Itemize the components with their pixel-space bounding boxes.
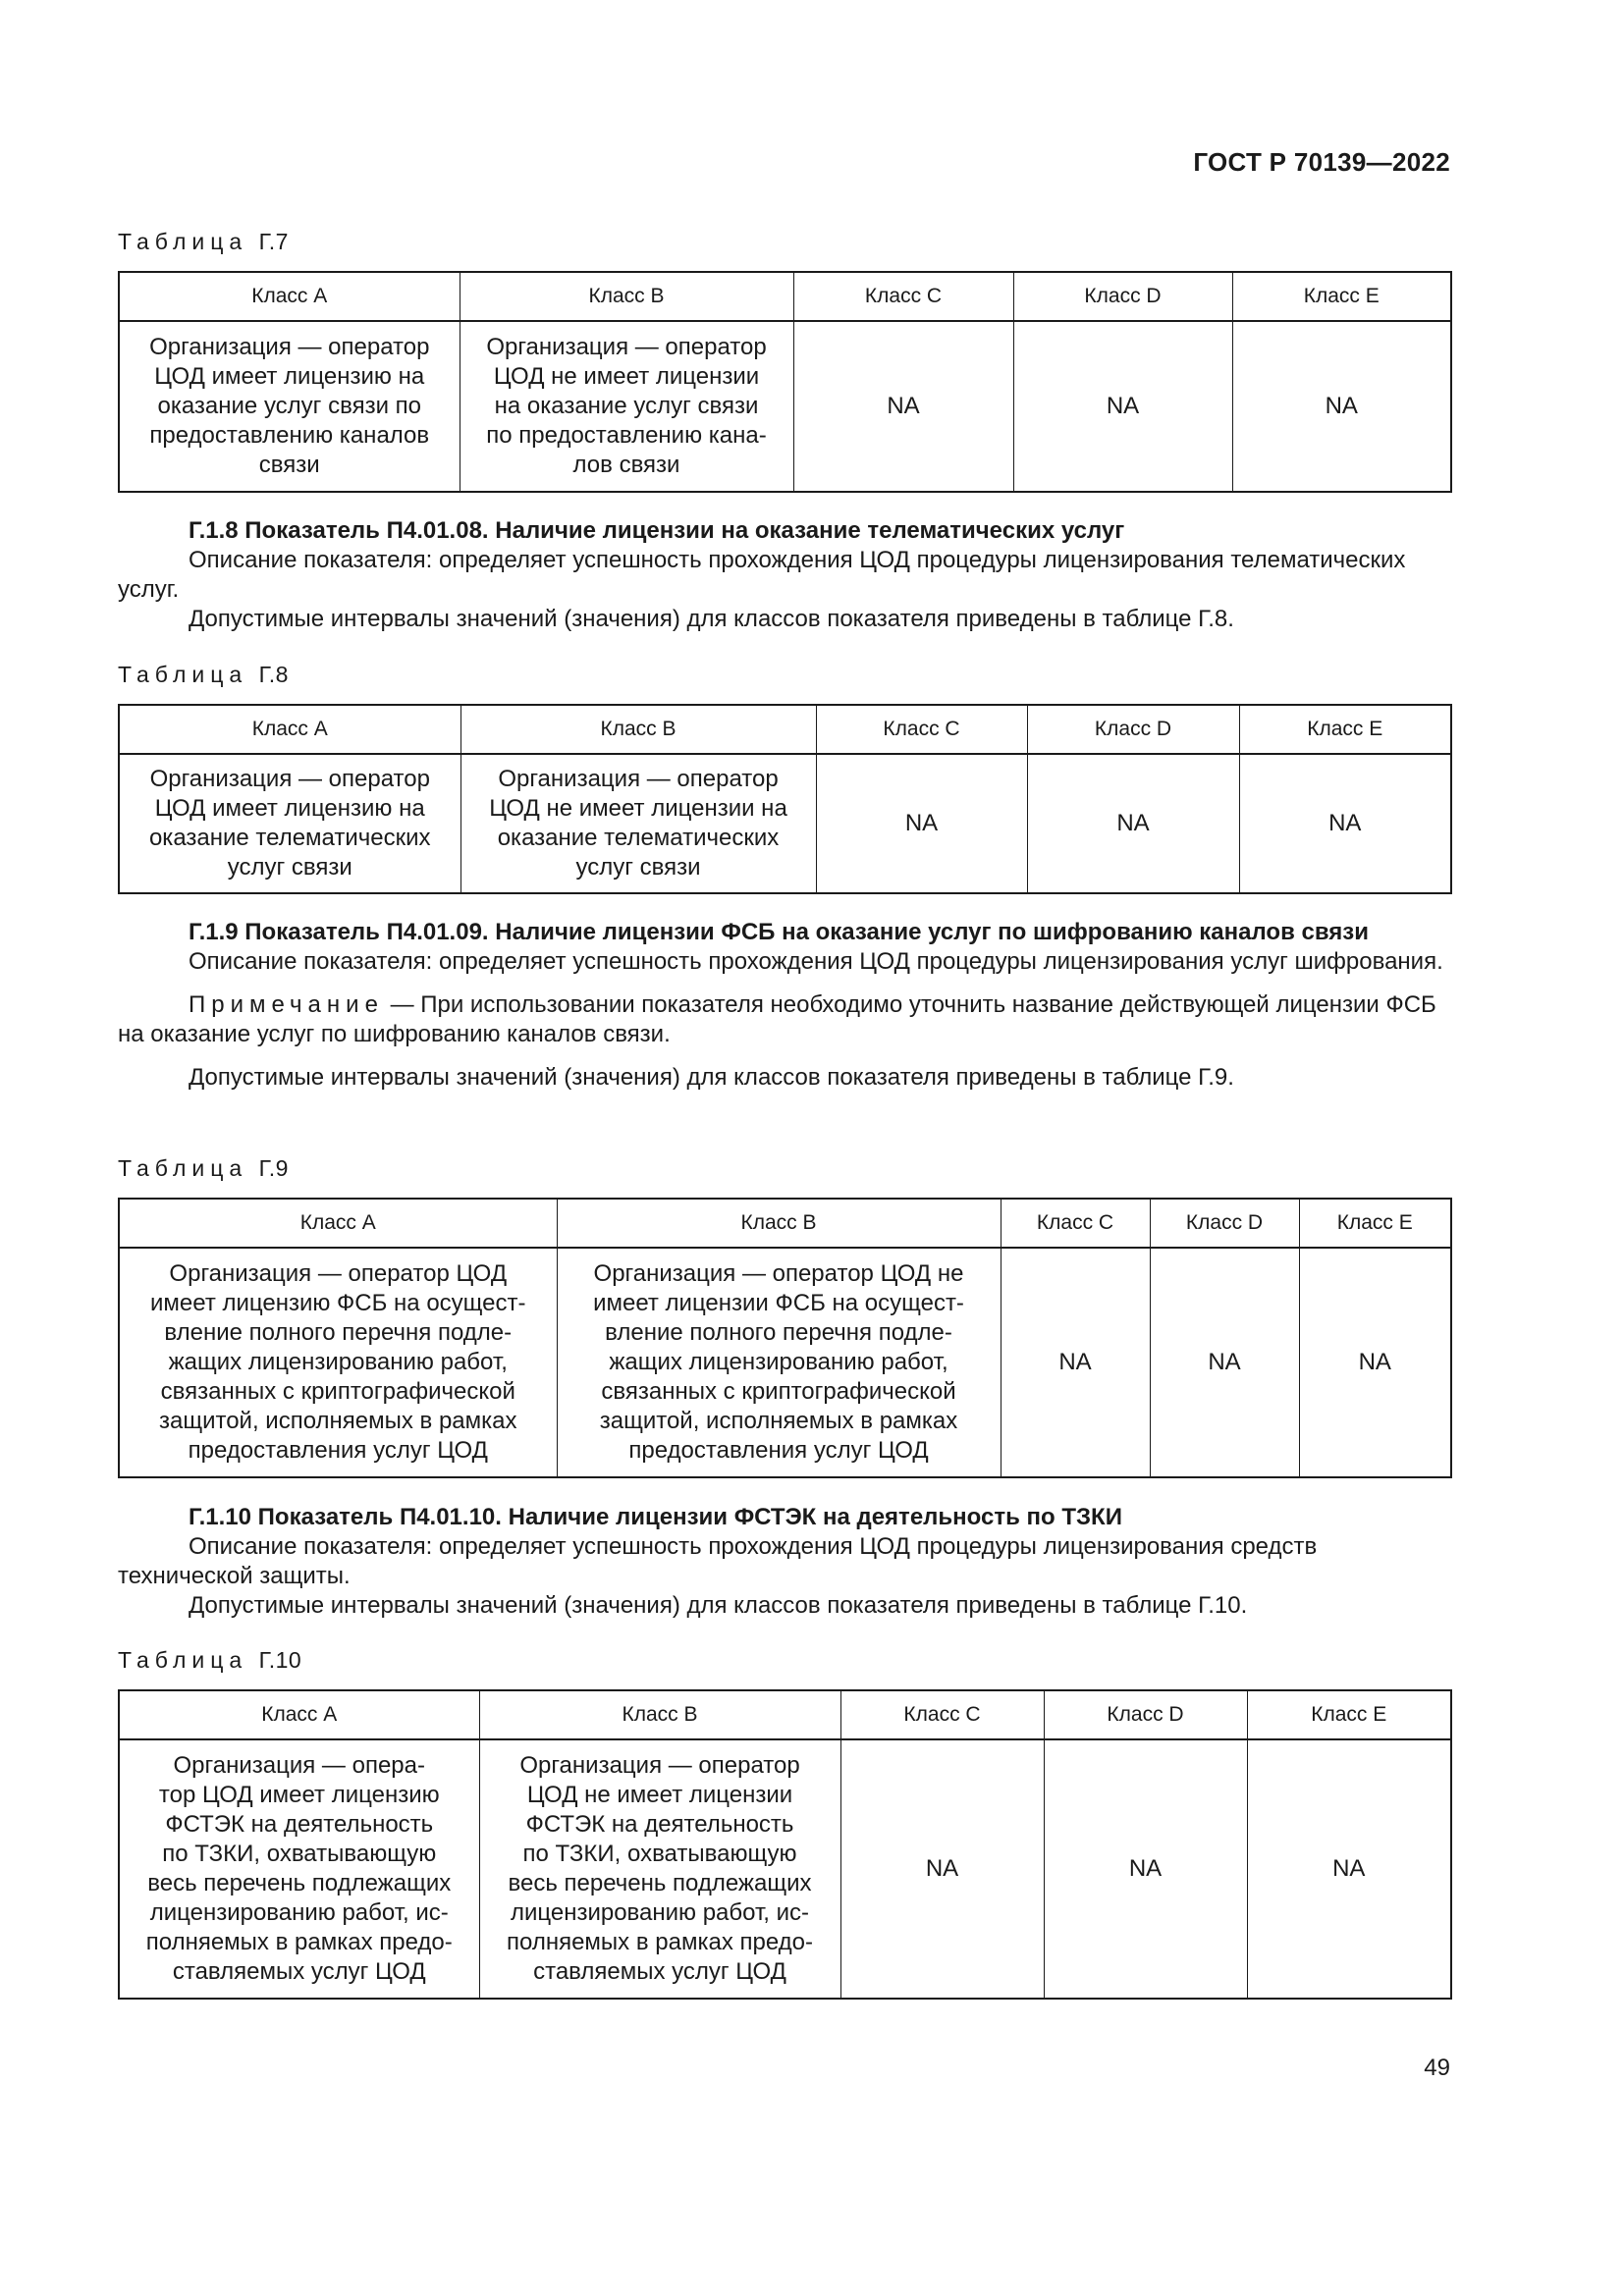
cell-class-e: [1247, 1739, 1451, 1999]
table-caption-word: Таблица: [118, 1647, 248, 1673]
cell-line: предоставления услуг ЦОД: [188, 1437, 488, 1464]
cell-class-c: [816, 754, 1027, 893]
cell-line: Организация — оператор: [149, 766, 430, 792]
col-header-class-b: Класс B: [479, 1690, 840, 1739]
col-header-class-a: Класс A: [119, 1199, 557, 1248]
cell-line: имеет лицензию ФСБ на осущест-: [150, 1290, 526, 1316]
cell-line: полняемых в рамках предо-: [507, 1929, 813, 1955]
cell-line: связанных с криптографической: [601, 1378, 956, 1405]
col-header-class-a: Класс A: [119, 272, 460, 321]
cell-line: весь перечень подлежащих: [508, 1870, 812, 1896]
table-g7: [118, 271, 1452, 493]
document-code: ГОСТ Р 70139—2022: [1193, 147, 1450, 177]
cell-line: NA: [1325, 393, 1358, 419]
table-header-row: [119, 705, 1451, 754]
cell-line: ставляемых услуг ЦОД: [533, 1958, 786, 1985]
table-header-row: [119, 1690, 1451, 1739]
table-caption-g10: [118, 1647, 301, 1674]
cell-line: ЦОД не имеет лицензии на: [489, 795, 787, 822]
cell-line: лицензированию работ, ис-: [510, 1899, 810, 1926]
cell-line: Организация — оператор ЦОД: [169, 1260, 508, 1287]
cell-line: имеет лицензии ФСБ на осущест-: [593, 1290, 964, 1316]
section-g1-10: [118, 1503, 1450, 1621]
col-header-class-b: Класс B: [557, 1199, 1001, 1248]
table-caption-number: Г.8: [258, 662, 289, 687]
table-caption-word: Таблица: [118, 229, 248, 254]
cell-line: ЦОД не имеет лицензии: [493, 363, 760, 390]
table-caption-word: Таблица: [118, 662, 248, 687]
cell-line: NA: [1128, 1855, 1163, 1882]
cell-line: по ТЗКИ, охватывающую: [162, 1841, 437, 1867]
note-paragraph: [118, 990, 1450, 1049]
table-caption-number: Г.9: [258, 1155, 289, 1181]
cell-class-b: [479, 1739, 840, 1999]
table-caption-g8: [118, 662, 289, 688]
intervals-reference: Допустимые интервалы значений (значения) для классов показателя приведены в таблице Г.8.: [189, 606, 1234, 632]
cell-line: Организация — оператор ЦОД не: [593, 1260, 964, 1287]
cell-line: Организация — оператор: [519, 1752, 800, 1779]
col-header-class-d: Класс D: [1013, 272, 1232, 321]
table-header-row: [119, 1199, 1451, 1248]
table-caption-word: Таблица: [118, 1155, 248, 1181]
indicator-description: Описание показателя: определяет успешность прохождения ЦОД процедуры лицензирования услуг шифрования.: [189, 948, 1443, 975]
table-g9: [118, 1198, 1452, 1478]
col-header-class-b: Класс B: [460, 272, 793, 321]
section-g1-9: [118, 918, 1450, 1093]
table-header-row: [119, 272, 1451, 321]
col-header-class-e: Класс E: [1299, 1199, 1451, 1248]
col-header-class-e: Класс E: [1247, 1690, 1451, 1739]
cell-line: NA: [925, 1855, 959, 1882]
cell-line: оказание телематических: [148, 825, 431, 851]
cell-line: Организация — оператор: [498, 766, 779, 792]
cell-class-e: [1232, 321, 1451, 492]
table-caption-number: Г.10: [258, 1647, 302, 1673]
col-header-class-e: Класс E: [1232, 272, 1451, 321]
cell-line: весь перечень подлежащих: [147, 1870, 452, 1896]
section-heading: Г.1.8 Показатель П4.01.08. Наличие лицензии на оказание телематических услуг: [189, 517, 1125, 544]
cell-class-a: [119, 321, 460, 492]
cell-line: оказание услуг связи по: [157, 393, 422, 419]
cell-class-c: [793, 321, 1013, 492]
col-header-class-c: Класс C: [840, 1690, 1044, 1739]
cell-line: лов связи: [572, 452, 680, 478]
col-header-class-a: Класс A: [119, 1690, 479, 1739]
cell-line: предоставления услуг ЦОД: [628, 1437, 929, 1464]
cell-line: NA: [1058, 1349, 1092, 1375]
cell-class-b: [557, 1248, 1001, 1477]
table-row: [119, 321, 1451, 492]
col-header-class-d: Класс D: [1027, 705, 1239, 754]
cell-line: NA: [887, 393, 920, 419]
cell-line: NA: [1106, 393, 1140, 419]
cell-line: по предоставлению кана-: [486, 422, 767, 449]
cell-line: NA: [1208, 1349, 1241, 1375]
cell-line: жащих лицензированию работ,: [168, 1349, 508, 1375]
cell-line: ставляемых услуг ЦОД: [172, 1958, 426, 1985]
note-label: Примечание: [189, 991, 384, 1018]
note-text: — При использовании показателя необходимо уточнить название действующей лицензии ФСБ на оказание услуг по шифрованию каналов связи.: [118, 991, 1436, 1047]
cell-line: услуг связи: [227, 854, 352, 881]
cell-line: по ТЗКИ, охватывающую: [522, 1841, 797, 1867]
cell-class-d: [1013, 321, 1232, 492]
page-number: 49: [1424, 2055, 1450, 2081]
cell-line: ФСТЭК на деятельность: [165, 1811, 434, 1838]
cell-line: на оказание услуг связи: [494, 393, 759, 419]
col-header-class-d: Класс D: [1044, 1690, 1247, 1739]
cell-line: связанных с криптографической: [160, 1378, 515, 1405]
col-header-class-b: Класс B: [460, 705, 816, 754]
cell-line: тор ЦОД имеет лицензию: [158, 1782, 440, 1808]
table-row: [119, 1739, 1451, 1999]
table-g8: [118, 704, 1452, 894]
cell-line: Организация — оператор: [149, 334, 430, 360]
cell-class-c: [840, 1739, 1044, 1999]
cell-line: защитой, исполняемых в рамках: [158, 1408, 517, 1434]
cell-line: NA: [1358, 1349, 1391, 1375]
cell-line: связи: [258, 452, 320, 478]
cell-class-e: [1299, 1248, 1451, 1477]
intervals-reference: Допустимые интервалы значений (значения) для классов показателя приведены в таблице Г.10.: [189, 1592, 1248, 1619]
indicator-description: Описание показателя: определяет успешность прохождения ЦОД процедуры лицензирования средств технической защиты.: [118, 1533, 1318, 1589]
cell-line: Организация — оператор: [486, 334, 767, 360]
cell-line: ФСТЭК на деятельность: [525, 1811, 794, 1838]
cell-line: лицензированию работ, ис-: [149, 1899, 449, 1926]
col-header-class-d: Класс D: [1150, 1199, 1299, 1248]
cell-line: защитой, исполняемых в рамках: [599, 1408, 958, 1434]
table-g10: [118, 1689, 1452, 2000]
cell-class-d: [1027, 754, 1239, 893]
cell-line: ЦОД не имеет лицензии: [526, 1782, 793, 1808]
cell-line: NA: [1116, 810, 1150, 836]
cell-line: оказание телематических: [497, 825, 780, 851]
col-header-class-c: Класс C: [816, 705, 1027, 754]
intervals-reference: Допустимые интервалы значений (значения) для классов показателя приведены в таблице Г.9.: [189, 1064, 1234, 1091]
col-header-class-c: Класс C: [1001, 1199, 1150, 1248]
col-header-class-c: Класс C: [793, 272, 1013, 321]
cell-line: NA: [1332, 1855, 1366, 1882]
cell-class-c: [1001, 1248, 1150, 1477]
table-row: [119, 1248, 1451, 1477]
section-heading: Г.1.10 Показатель П4.01.10. Наличие лицензии ФСТЭК на деятельность по ТЗКИ: [189, 1504, 1122, 1530]
table-row: [119, 754, 1451, 893]
cell-line: NA: [1328, 810, 1362, 836]
indicator-description: Описание показателя: определяет успешность прохождения ЦОД процедуры лицензирования телематических услуг.: [118, 547, 1406, 603]
cell-line: вление полного перечня подле-: [605, 1319, 952, 1346]
cell-class-b: [460, 321, 793, 492]
cell-class-d: [1150, 1248, 1299, 1477]
cell-class-a: [119, 1739, 479, 1999]
col-header-class-a: Класс A: [119, 705, 460, 754]
col-header-class-e: Класс E: [1239, 705, 1451, 754]
cell-class-a: [119, 754, 460, 893]
cell-line: жащих лицензированию работ,: [609, 1349, 948, 1375]
cell-line: Организация — опера-: [173, 1752, 425, 1779]
cell-line: услуг связи: [575, 854, 701, 881]
table-caption-number: Г.7: [258, 229, 289, 254]
cell-class-b: [460, 754, 816, 893]
cell-line: предоставлению каналов: [149, 422, 430, 449]
cell-line: вление полного перечня подле-: [164, 1319, 513, 1346]
section-g1-8: [118, 516, 1450, 634]
cell-line: ЦОД имеет лицензию на: [154, 795, 425, 822]
cell-line: NA: [904, 810, 939, 836]
section-heading: Г.1.9 Показатель П4.01.09. Наличие лицензии ФСБ на оказание услуг по шифрованию каналов связи: [189, 919, 1369, 945]
table-caption-g9: [118, 1155, 289, 1182]
cell-class-a: [119, 1248, 557, 1477]
cell-line: ЦОД имеет лицензию на: [154, 363, 425, 390]
cell-class-e: [1239, 754, 1451, 893]
cell-line: полняемых в рамках предо-: [145, 1929, 453, 1955]
table-caption-g7: [118, 229, 289, 255]
cell-class-d: [1044, 1739, 1247, 1999]
